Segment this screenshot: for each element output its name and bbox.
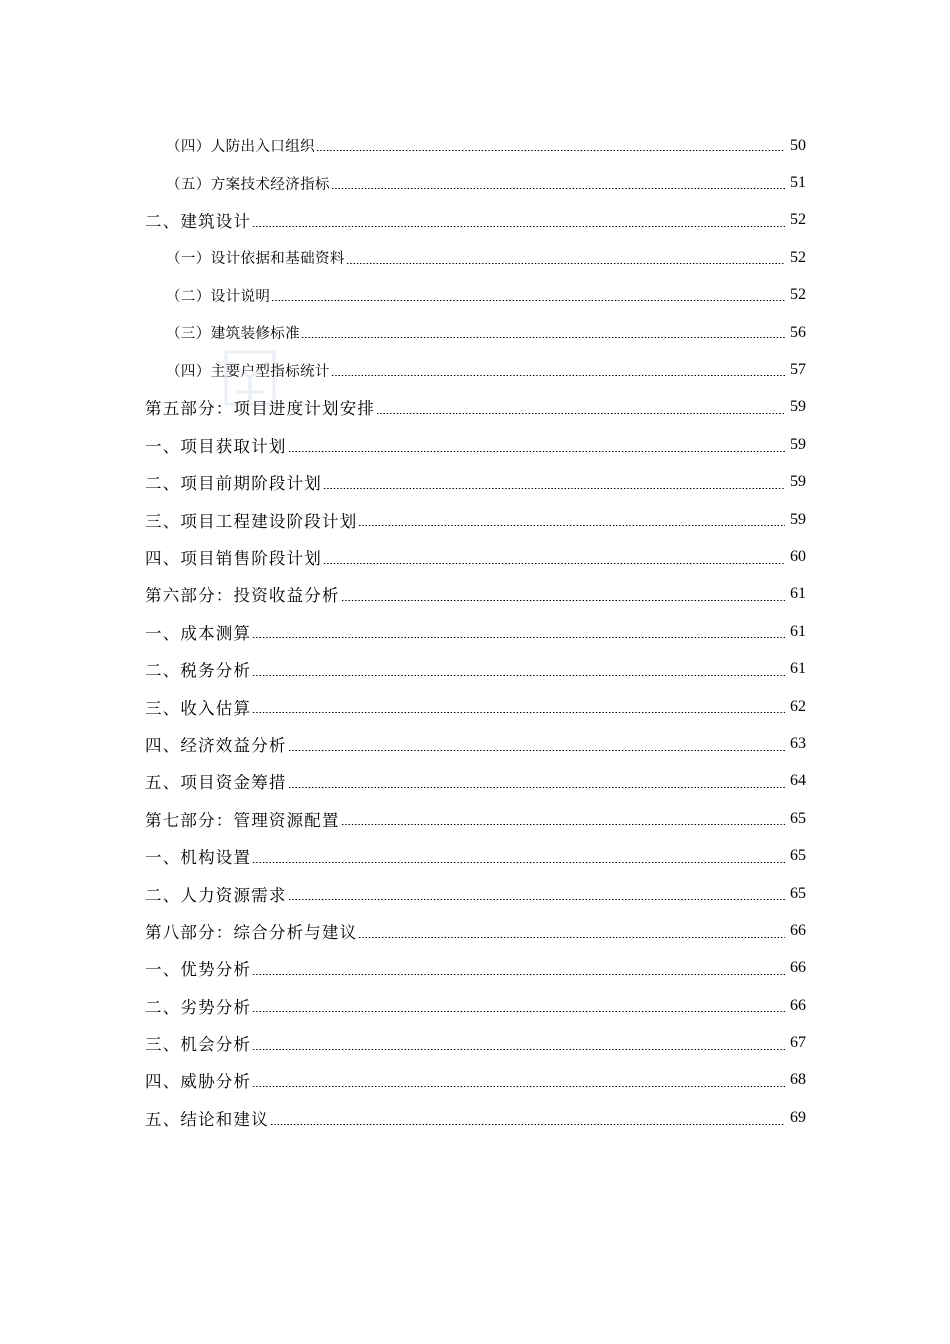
toc-entry-page-number: 61 (790, 622, 806, 640)
toc-entry[interactable] (0, 987, 950, 1024)
toc-entry[interactable] (0, 239, 950, 276)
toc-dot-leader (252, 712, 785, 713)
toc-dot-leader (288, 899, 785, 900)
toc-dot-leader (346, 263, 785, 264)
toc-dot-leader (376, 413, 785, 414)
table-of-contents (0, 127, 950, 1137)
toc-entry[interactable] (0, 389, 950, 426)
toc-entry-title: 二、税务分析 (145, 661, 252, 681)
toc-dot-leader (270, 1124, 785, 1125)
toc-entry[interactable] (0, 875, 950, 912)
toc-entry-title: （四）主要户型指标统计 (166, 363, 330, 380)
toc-entry-title: （一）设计依据和基础资料 (166, 251, 345, 268)
toc-entry-page-number: 65 (790, 884, 806, 902)
toc-entry-page-number: 56 (790, 323, 806, 341)
toc-dot-leader (288, 787, 785, 788)
toc-entry-title: 第六部分：投资收益分析 (145, 586, 340, 606)
toc-dot-leader (323, 488, 785, 489)
toc-dot-leader (358, 937, 785, 938)
toc-entry-page-number: 66 (790, 921, 806, 939)
toc-entry-title: 一、成本测算 (145, 623, 252, 643)
toc-dot-leader (301, 337, 785, 338)
toc-entry[interactable] (0, 538, 950, 575)
toc-entry-page-number: 65 (790, 847, 806, 865)
toc-entry[interactable] (0, 763, 950, 800)
toc-entry-title: 二、建筑设计 (145, 212, 252, 232)
toc-entry-page-number: 52 (790, 286, 806, 304)
toc-entry[interactable] (0, 426, 950, 463)
toc-entry-title: 三、收入估算 (145, 698, 252, 718)
toc-entry[interactable] (0, 127, 950, 164)
toc-dot-leader (271, 300, 785, 301)
toc-entry[interactable] (0, 800, 950, 837)
toc-entry[interactable] (0, 613, 950, 650)
toc-entry-page-number: 63 (790, 734, 806, 752)
toc-entry-title: 三、项目工程建设阶段计划 (145, 511, 358, 531)
toc-dot-leader (252, 1011, 785, 1012)
toc-entry-page-number: 69 (790, 1108, 806, 1126)
toc-entry-title: 一、优势分析 (145, 960, 252, 980)
toc-dot-leader (323, 563, 785, 564)
toc-entry-page-number: 62 (790, 697, 806, 715)
toc-entry[interactable] (0, 650, 950, 687)
toc-entry-page-number: 64 (790, 772, 806, 790)
toc-entry[interactable] (0, 1099, 950, 1136)
toc-entry-title: 四、威胁分析 (145, 1072, 252, 1092)
toc-entry[interactable] (0, 351, 950, 388)
toc-dot-leader (252, 1049, 785, 1050)
toc-entry[interactable] (0, 1062, 950, 1099)
toc-entry-title: 第七部分：管理资源配置 (145, 810, 340, 830)
toc-entry-page-number: 66 (790, 959, 806, 977)
toc-entry-page-number: 66 (790, 996, 806, 1014)
toc-dot-leader (252, 675, 785, 676)
toc-dot-leader (288, 750, 785, 751)
toc-entry[interactable] (0, 576, 950, 613)
toc-entry[interactable] (0, 1024, 950, 1061)
toc-entry-page-number: 59 (790, 398, 806, 416)
toc-dot-leader (341, 600, 785, 601)
toc-dot-leader (316, 150, 785, 151)
toc-entry-page-number: 57 (790, 361, 806, 379)
toc-entry-title: 一、项目获取计划 (145, 436, 287, 456)
toc-entry-title: 第五部分：项目进度计划安排 (145, 399, 376, 419)
toc-entry[interactable] (0, 202, 950, 239)
toc-entry-page-number: 52 (790, 248, 806, 266)
toc-entry[interactable] (0, 464, 950, 501)
toc-entry-page-number: 60 (790, 547, 806, 565)
toc-dot-leader (358, 525, 785, 526)
toc-entry[interactable] (0, 837, 950, 874)
toc-entry-title: 二、项目前期阶段计划 (145, 474, 322, 494)
toc-entry-page-number: 59 (790, 435, 806, 453)
toc-entry-title: （五）方案技术经济指标 (166, 176, 330, 193)
toc-entry-page-number: 61 (790, 660, 806, 678)
toc-entry-title: 四、经济效益分析 (145, 735, 287, 755)
toc-entry[interactable] (0, 164, 950, 201)
toc-entry-title: 第八部分：综合分析与建议 (145, 922, 358, 942)
toc-dot-leader (288, 451, 785, 452)
toc-entry-title: 三、机会分析 (145, 1035, 252, 1055)
toc-entry-title: （三）建筑装修标准 (166, 326, 301, 343)
toc-entry[interactable] (0, 688, 950, 725)
toc-entry-page-number: 59 (790, 473, 806, 491)
toc-entry-page-number: 61 (790, 585, 806, 603)
toc-entry-page-number: 59 (790, 510, 806, 528)
toc-entry[interactable] (0, 912, 950, 949)
toc-entry-page-number: 65 (790, 809, 806, 827)
toc-dot-leader (252, 974, 785, 975)
toc-entry-page-number: 50 (790, 136, 806, 154)
toc-dot-leader (252, 862, 785, 863)
toc-entry[interactable] (0, 950, 950, 987)
toc-entry-page-number: 52 (790, 211, 806, 229)
toc-entry[interactable] (0, 725, 950, 762)
toc-entry[interactable] (0, 277, 950, 314)
toc-entry-title: 五、结论和建议 (145, 1109, 269, 1129)
toc-entry-page-number: 68 (790, 1071, 806, 1089)
toc-dot-leader (252, 1086, 785, 1087)
toc-dot-leader (252, 637, 785, 638)
toc-entry-title: 一、机构设置 (145, 848, 252, 868)
toc-entry-title: 四、项目销售阶段计划 (145, 548, 322, 568)
toc-dot-leader (331, 188, 785, 189)
toc-entry-title: （二）设计说明 (166, 288, 271, 305)
toc-entry-title: 二、人力资源需求 (145, 885, 287, 905)
toc-dot-leader (331, 375, 785, 376)
toc-entry-title: 二、劣势分析 (145, 997, 252, 1017)
toc-entry[interactable] (0, 314, 950, 351)
toc-entry-title: （四）人防出入口组织 (166, 139, 315, 156)
toc-dot-leader (341, 824, 785, 825)
toc-entry-page-number: 67 (790, 1034, 806, 1052)
toc-entry[interactable] (0, 501, 950, 538)
toc-entry-page-number: 51 (790, 174, 806, 192)
toc-dot-leader (252, 226, 785, 227)
toc-entry-title: 五、项目资金筹措 (145, 773, 287, 793)
